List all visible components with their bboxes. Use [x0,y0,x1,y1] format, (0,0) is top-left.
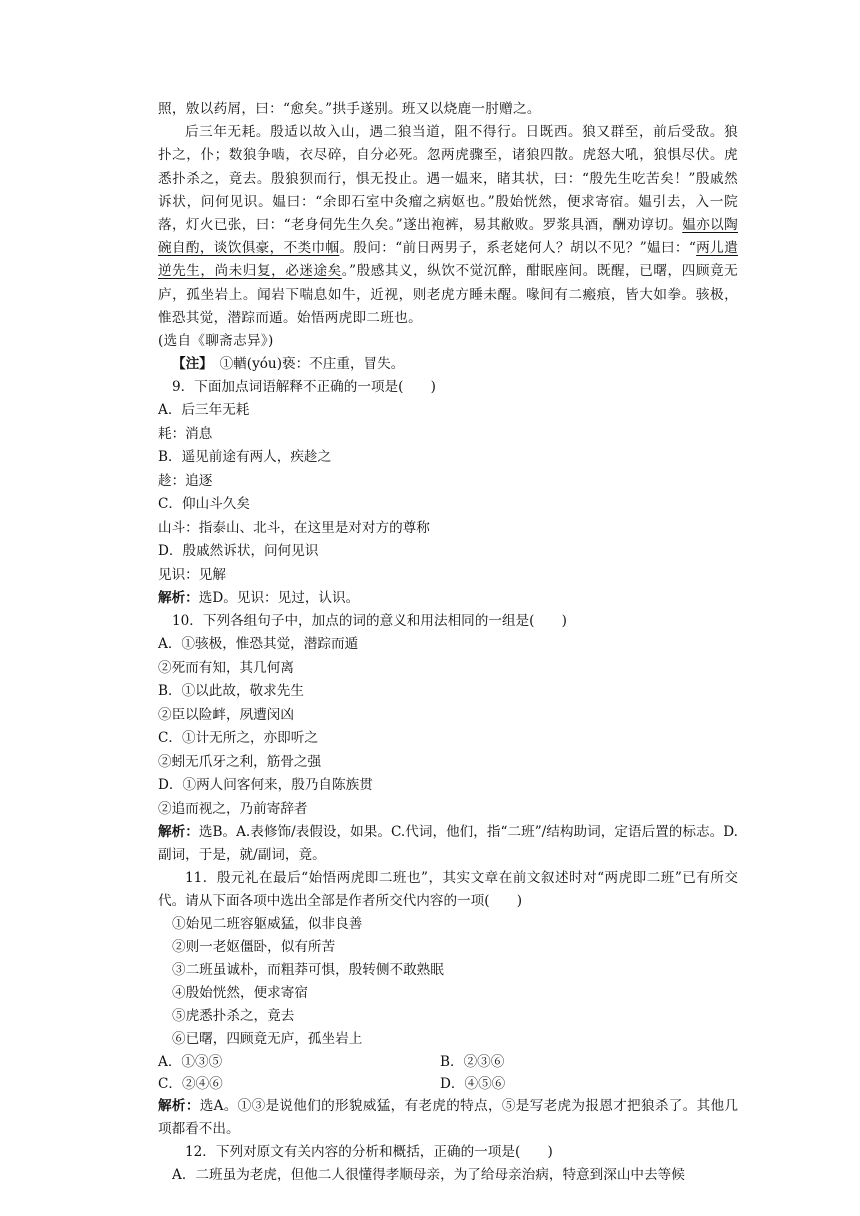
q12-stem: 12．下列对原文有关内容的分析和概括，正确的一项是( ) [185,1144,553,1161]
q11-options-row-1 [158,1051,738,1073]
q9-stem: 9．下面加点词语解释不正确的一项是( ) [172,379,436,396]
q10-option-b2: ②臣以险衅，夙遭闵凶 [158,706,294,723]
q10-option-c2: ②蚓无爪牙之利，筋骨之强 [158,753,322,770]
q10-option-a1: A．①骇极，惟恐其觉，潜踪而遁 [158,636,359,653]
story-text-1: 后三年无耗。殷适以故入山，遇二狼当道，阻不得行。日既西。狼又群至，前后受敌。狼扑之，仆；数狼争啮，衣尽碎，自分必死。忽两虎骤至，诸狼四散。虎怒大吼，狼惧尽伏。虎悉扑杀之，竟去。殷狼狈而行，惧无投止。遇一媪来，睹其状，曰：“殷先生吃苦矣！”殷戚然诉状，问何见识。媪曰：“余即石室中灸瘤之病妪也。”殷始恍然，便求寄宿。媪引去，入一院落，灯火已张，曰：“老身伺先生久矣。”遂出袍裤，易其敝败。罗浆具酒，酬劝谆切。 [158,124,738,234]
question-9 [158,376,738,610]
q9-gloss-d: 见识：见解 [158,566,226,583]
q10-option-d2: ②追而视之，乃前寄辞者 [158,800,308,817]
q11-stem: 11．殷元礼在最后“始悟两虎即二班也”，其实文章在前文叙述时对“两虎即二班”已有所交代。请从下面各项中选出全部是作者所交代内容的一项( ) [158,870,738,910]
q9-gloss-a: 耗：消息 [158,425,213,442]
q10-analysis [158,821,738,867]
note-text: ①輶(yóu)亵：不庄重，冒失。 [205,356,405,373]
q9-gloss-b: 趁：追逐 [158,472,213,489]
q11-analysis [158,1095,738,1141]
q9-analysis [158,587,738,610]
underlined-sentence-2: 两儿遣逆先生，尚未归复，必迷途矣 [158,240,738,280]
q10-analysis-text: 选B。A.表修饰/表假设，如果。C.代词，他们，指“二班”/结构助词，定语后置的标志。D.副词，于是，就/副词，竟。 [158,824,738,864]
story-source: (选自《聊斋志异》) [158,333,274,350]
q9-option-c: C．仰山斗久矣 [158,496,250,513]
story-text-2: 。殷问：“前日两男子，系老姥何人？胡以不见？”媪曰：“ [339,240,697,257]
q9-gloss-c: 山斗：指泰山、北斗，在这里是对对方的尊称 [158,519,430,536]
q11-item-5: ⑤虎悉扑杀之，竟去 [172,1008,295,1025]
q11-item-4: ④殷始恍然，便求寄宿 [172,985,308,1002]
q10-stem: 10．下列各组句子中，加点的词的意义和用法相同的一组是( ) [172,613,567,630]
question-10 [158,610,738,867]
q10-option-a2: ②死而有知，其几何离 [158,659,294,676]
q9-option-d: D．殷戚然诉状，问何见识 [158,543,319,560]
q11-item-3: ③二班虽诚朴，而粗莽可惧，殷转侧不敢熟眠 [172,962,444,979]
q11-options-row-2 [158,1073,738,1095]
q9-option-a: A．后三年无耗 [158,402,250,419]
q11-option-d: D．④⑤⑥ [440,1076,506,1093]
q11-item-1: ①始见二班容躯威猛，似非良善 [172,916,363,933]
document-page [158,98,738,1187]
q11-option-b: B．②③⑥ [440,1054,505,1071]
underlined-sentence-1: 媪亦以陶碗自酌，谈饮俱豪，不类巾帼 [158,217,738,257]
story-line-1: 照，敫以药屑，曰：“愈矣。”拱手遂别。班又以烧鹿一肘赠之。 [158,101,541,117]
question-11 [158,867,738,1141]
analysis-label: 解析： [158,590,199,607]
note [158,353,738,376]
story-text-3: 。”殷感其义，纵饮不觉沉醉，酣眠座间。既醒，已曙，四顾竟无庐，孤坐岩上。闻岩下喘息如牛，近视，则老虎方睡未醒。喙间有二瘢痕，皆大如拳。骇极，惟恐其觉，潜踪而遁。始悟两虎即二班也。 [158,263,738,326]
q11-option-c: C．②④⑥ [158,1076,223,1093]
question-12 [158,1141,738,1187]
story-passage [158,98,738,353]
q9-analysis-text: 选D。见识：见过，认识。 [198,590,360,607]
q11-analysis-text: 选A。①③是说他们的形貌威猛，有老虎的特点，⑤是写老虎为报恩才把狼杀了。其他几项都看不出。 [158,1098,739,1138]
q11-item-6: ⑥已曙，四顾竟无庐，孤坐岩上 [172,1031,363,1048]
q10-option-d1: D．①两人问客何来，殷乃自陈族贯 [158,777,373,794]
q10-option-b1: B．①以此故，敬求先生 [158,683,304,700]
story-paragraph-2 [158,121,738,330]
analysis-label: 解析： [158,1098,200,1115]
q11-item-2: ②则一老妪僵卧，似有所苦 [172,939,336,956]
note-label: 【注】 [172,356,206,373]
q10-option-c1: C．①计无所之，亦即听之 [158,730,318,747]
q11-option-a: A．①③⑤ [158,1054,223,1071]
analysis-label: 解析： [158,824,199,841]
q12-option-a: A．二班虽为老虎，但他二人很懂得孝顺母亲，为了给母亲治病，特意到深山中去等候 [172,1167,685,1184]
q9-option-b: B．遥见前途有两人，疾趁之 [158,449,332,466]
